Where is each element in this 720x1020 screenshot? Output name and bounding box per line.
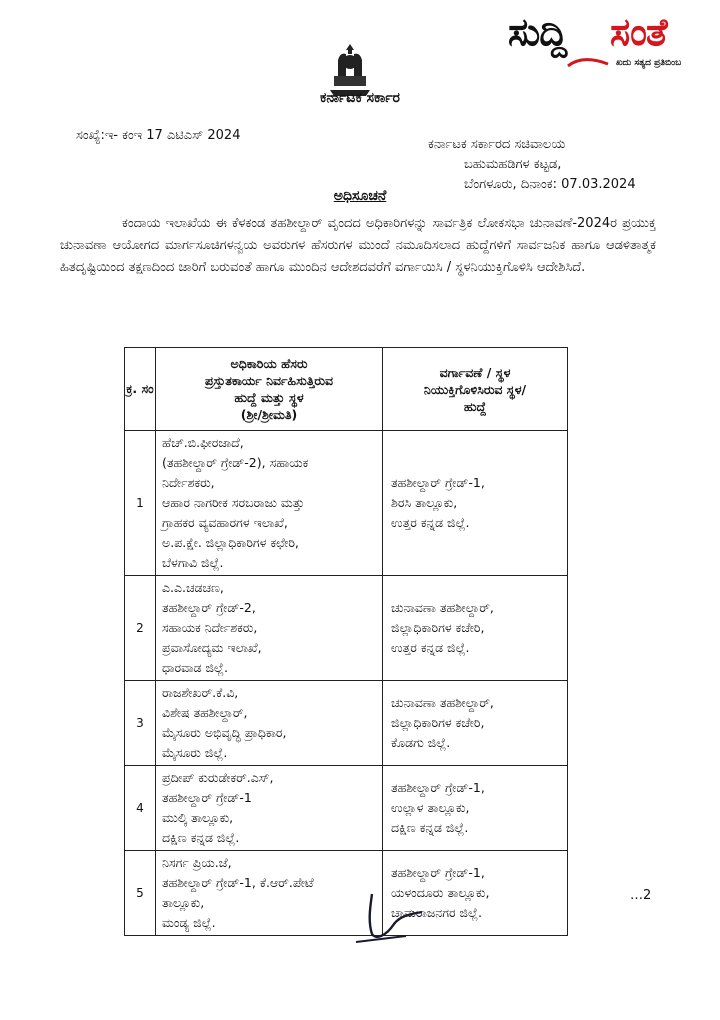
header-officer xyxy=(156,348,383,431)
header-officer-line-4: (ಶ್ರೀ/ಶ್ರೀಮತಿ) xyxy=(240,407,298,422)
signature-icon xyxy=(350,884,430,948)
header-posting-line-2: ನಿಯುಕ್ತಿಗೊಳಿಸಿರುವ ಸ್ಥಳ/ xyxy=(423,381,527,397)
officer-line: ನಿರ್ದೇಶಕರು, xyxy=(162,475,215,490)
row-posting xyxy=(383,431,568,576)
officer-line: ದಕ್ಷಿಣ ಕನ್ನಡ ಜಿಲ್ಲೆ. xyxy=(162,830,240,845)
notification-title: ಅಧಿಸೂಚನೆ xyxy=(333,188,387,204)
officer-line: ಮಂಡ್ಯ ಜಿಲ್ಲೆ. xyxy=(162,915,216,930)
posting-line: ಚುನಾವಣಾ ತಹಶೀಲ್ದಾರ್, xyxy=(391,695,494,710)
address-line-2: ಬಹುಮಹಡಿಗಳ ಕಟ್ಟಡ, xyxy=(464,157,562,172)
officer-line: ವಿಶೇಷ ತಹಶೀಲ್ದಾರ್, xyxy=(162,705,248,720)
table-header-row xyxy=(125,348,568,431)
page-continuation: …2 xyxy=(630,888,652,903)
row-posting xyxy=(383,681,568,766)
officer-line: ಆಹಾರ ನಾಗರೀಕ ಸರಬರಾಜು ಮತ್ತು xyxy=(162,495,305,510)
row-officer-details xyxy=(156,681,383,766)
posting-line: ತಹಶೀಲ್ದಾರ್ ಗ್ರೇಡ್-1, xyxy=(391,780,485,795)
masthead-tagline: ಖದು ಸತ್ಯದ ಪ್ರತಿಬಿಂಬ xyxy=(616,58,682,68)
table-row xyxy=(125,431,568,576)
posting-line: ಉಲ್ಲಾಳ ತಾಲ್ಲೂಕು, xyxy=(391,800,470,815)
officer-line: ಎ.ಎ.ಚಡಚಣ, xyxy=(162,580,224,595)
posting-line: ದಕ್ಷಿಣ ಕನ್ನಡ ಜಿಲ್ಲೆ. xyxy=(391,820,469,835)
masthead-word-2: ಸಂತೆ xyxy=(610,10,667,54)
notification-body: ಕಂದಾಯ ಇಲಾಖೆಯ ಈ ಕೆಳಕಂಡ ತಹಶೀಲ್ದಾರ್ ವೃಂದದ ಅಧಿಕಾರಿಗಳನ್ನು ಸಾರ್ವತ್ರಿಕ ಲೋಕಸಭಾ ಚುನಾವಣೆ-2024ರ ಪ್ರಯುಕ್ತ ಚುನಾವಣಾ ಆಯೋಗದ ಮಾರ್ಗಸೂಚಿಗಳನ್ವಯ ಅವರುಗಳ ಹೆಸರುಗಳ ಮುಂದೆ ನಮೂದಿಸಲಾದ ಹುದ್ದೆಗಳಿಗೆ ಸಾರ್ವಜನಿಕ ಹಾಗೂ ಆಡಳಿತಾತ್ಮಕ ಹಿತದೃಷ್ಟಿಯಿಂದ ತಕ್ಷಣದಿಂದ ಜಾರಿಗೆ ಬರುವಂತೆ ಹಾಗೂ ಮುಂದಿನ ಆದೇಶದವರೆಗೆ ವರ್ಗಾಯಿಸಿ / ಸ್ಥಳನಿಯುಕ್ತಿಗೊಳಿಸಿ ಆದೇಶಿಸಿದೆ. xyxy=(60,216,656,275)
row-posting xyxy=(383,576,568,681)
row-serial: 4 xyxy=(125,766,156,851)
row-officer-details xyxy=(156,851,383,936)
government-name: ಕರ್ನಾಟಕ ಸರ್ಕಾರ xyxy=(320,90,400,106)
reference-number: ಸಂಖ್ಯೆ:ಇ- ಕಂಇ 17 ಎಟಿಎಸ್ 2024 xyxy=(76,128,241,143)
officer-line: ತಹಶೀಲ್ದಾರ್ ಗ್ರೇಡ್-2, xyxy=(162,600,256,615)
officer-line: ತಹಶೀಲ್ದಾರ್ ಗ್ರೇಡ್-1, ಕೆ.ಆರ್.ಪೇಟೆ xyxy=(162,875,314,890)
table-row xyxy=(125,681,568,766)
officer-line: ಬೆಳಗಾವಿ ಜಿಲ್ಲೆ. xyxy=(162,555,224,570)
swoosh-icon xyxy=(566,56,610,70)
masthead-word-1: ಸುದ್ದಿ xyxy=(508,10,567,54)
posting-line: ತಹಶೀಲ್ದಾರ್ ಗ್ರೇಡ್-1, xyxy=(391,865,485,880)
posting-line: ಉತ್ತರ ಕನ್ನಡ ಜಿಲ್ಲೆ. xyxy=(391,515,470,530)
officer-line: ಧಾರವಾಡ ಜಿಲ್ಲೆ. xyxy=(162,660,228,675)
office-address xyxy=(428,135,636,195)
officer-line: ರಾಜಶೇಖರ್.ಕೆ.ವಿ, xyxy=(162,685,239,700)
header-officer-line-2: ಪ್ರಸ್ತುತಕಾರ್ಯ ನಿರ್ವಹಿಸುತ್ತಿರುವ xyxy=(204,373,334,388)
row-serial: 5 xyxy=(125,851,156,936)
posting-line: ಜಿಲ್ಲಾಧಿಕಾರಿಗಳ ಕಚೇರಿ, xyxy=(391,715,485,730)
header-officer-line-1: ಅಧಿಕಾರಿಯ ಹೆಸರು xyxy=(230,356,308,371)
header-posting xyxy=(383,348,568,431)
officer-line: ಪ್ರದೀಪ್ ಕುರುಡೇಕರ್.ಎಸ್, xyxy=(162,770,274,785)
header-serial: ಕ್ರ. ಸಂ xyxy=(125,348,156,431)
officer-line: ಪ್ರವಾಸೋದ್ಯಮ ಇಲಾಖೆ, xyxy=(162,640,262,655)
header-posting-line-1: ವರ್ಗಾವಣೆ / ಸ್ಥಳ xyxy=(439,364,511,380)
table-row xyxy=(125,851,568,936)
posting-line: ಯಳಂದೂರು ತಾಲ್ಲೂಕು, xyxy=(391,885,490,900)
officer-line: ತಾಲ್ಲೂಕು, xyxy=(162,895,205,910)
row-posting xyxy=(383,766,568,851)
row-serial: 2 xyxy=(125,576,156,681)
masthead-logo xyxy=(508,10,713,75)
officer-line: ಹೆಚ್.ಬಿ.ಫೀರಜಾದೆ, xyxy=(162,435,244,450)
officer-line: ಸಹಾಯಕ ನಿರ್ದೇಶಕರು, xyxy=(162,620,258,635)
transfer-table xyxy=(124,347,568,936)
posting-line: ಚುನಾವಣಾ ತಹಶೀಲ್ದಾರ್, xyxy=(391,600,494,615)
row-officer-details xyxy=(156,766,383,851)
row-officer-details xyxy=(156,431,383,576)
officer-line: ಗ್ರಾಹಕರ ವ್ಯವಹಾರಗಳ ಇಲಾಖೆ, xyxy=(162,515,288,530)
table-row xyxy=(125,576,568,681)
posting-line: ಜಿಲ್ಲಾಧಿಕಾರಿಗಳ ಕಚೇರಿ, xyxy=(391,620,485,635)
posting-line: ಉತ್ತರ ಕನ್ನಡ ಜಿಲ್ಲೆ. xyxy=(391,640,470,655)
address-date-line: ಬೆಂಗಳೂರು, ದಿನಾಂಕ: 07.03.2024 xyxy=(464,177,636,192)
officer-line: (ತಹಶೀಲ್ದಾರ್ ಗ್ರೇಡ್-2), ಸಹಾಯಕ xyxy=(162,455,309,470)
posting-line: ಕೊಡಗು ಜಿಲ್ಲೆ. xyxy=(391,735,451,750)
row-serial: 3 xyxy=(125,681,156,766)
officer-line: ಮೈಸೂರು ಅಭಿವೃದ್ಧಿ ಪ್ರಾಧಿಕಾರ, xyxy=(162,725,287,740)
officer-line: ತಹಶೀಲ್ದಾರ್ ಗ್ರೇಡ್-1 xyxy=(162,790,252,805)
header-posting-line-3: ಹುದ್ದೆ xyxy=(463,398,487,414)
posting-line: ಶಿರಸಿ ತಾಲ್ಲೂಕು, xyxy=(391,495,458,510)
row-serial: 1 xyxy=(125,431,156,576)
posting-line: ತಹಶೀಲ್ದಾರ್ ಗ್ರೇಡ್-1, xyxy=(391,475,485,490)
officer-line: ನಿಸರ್ಗ ಪ್ರಿಯ.ಜೆ, xyxy=(162,855,232,870)
address-line-1: ಕರ್ನಾಟಕ ಸರ್ಕಾರದ ಸಚಿವಾಲಯ xyxy=(428,137,566,152)
officer-line: ಮುಲ್ಕಿ ತಾಲ್ಲೂಕು, xyxy=(162,810,234,825)
table-row xyxy=(125,766,568,851)
officer-line: ಅ.ಪ.ಕ್ಷೇ. ಜಿಲ್ಲಾಧಿಕಾರಿಗಳ ಕಛೇರಿ, xyxy=(162,535,299,550)
posting-line: ಚಾಮರಾಜನಗರ ಜಿಲ್ಲೆ. xyxy=(391,905,483,920)
header-officer-line-3: ಹುದ್ದೆ ಮತ್ತು ಸ್ಥಳ xyxy=(234,390,304,405)
row-officer-details xyxy=(156,576,383,681)
officer-line: ಮೈಸೂರು ಜಿಲ್ಲೆ. xyxy=(162,745,228,760)
